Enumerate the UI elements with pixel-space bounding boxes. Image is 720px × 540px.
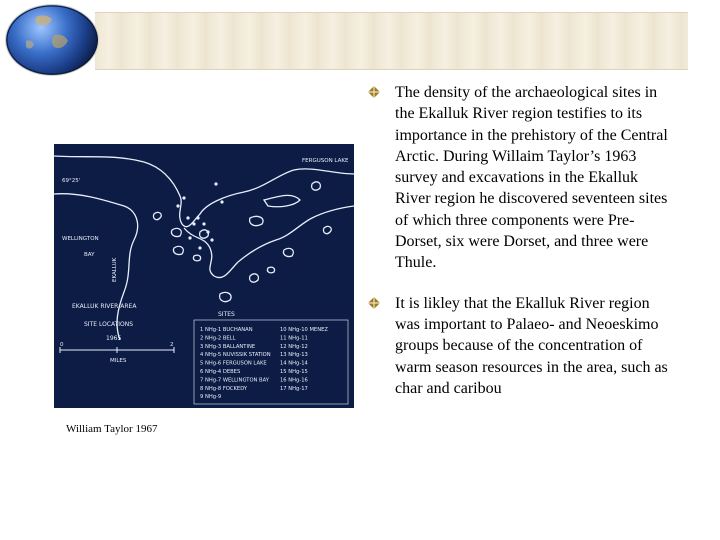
site-legend-entry: 5 NHg-6 FERGUSON LAKE (200, 360, 267, 367)
site-legend-entry: 7 NHg-7 WELLINGTON BAY (200, 377, 269, 384)
year-label: 1965 (106, 335, 122, 342)
ferguson-lake-label: FERGUSON LAKE (302, 158, 349, 164)
scale-two-label: 2 (170, 342, 174, 348)
ekalluk-label: EKALLUK (112, 257, 118, 282)
site-legend-entry: 16 NHg-16 (280, 377, 308, 384)
site-legend-entry: 13 NHg-13 (280, 352, 308, 359)
wellington-label: WELLINGTON (62, 236, 99, 242)
diamond-bullet-icon (368, 297, 380, 309)
site-legend-entry: 17 NHg-17 (280, 385, 308, 392)
site-legend-entry: 8 NHg-8 FOCKEDY (200, 385, 248, 392)
site-locations-label: SITE LOCATIONS (84, 321, 134, 328)
globe-icon (6, 5, 98, 75)
area-title: EKALLUK RIVER AREA (72, 303, 137, 310)
map-caption: William Taylor 1967 (66, 423, 158, 435)
site-legend-entry: 6 NHg-4 DEBES (200, 369, 241, 375)
bay-label: BAY (84, 252, 95, 258)
bullet-list (368, 82, 668, 399)
site-legend-entry: 4 NHg-5 NUVISSIK STATION (200, 352, 271, 359)
site-legend-entry: 2 NHg-2 BELL (200, 335, 236, 342)
scale-bar (60, 347, 174, 353)
bullet-item (368, 293, 668, 399)
site-legend-entry: 14 NHg-14 (280, 360, 308, 367)
scale-miles-label: MILES (110, 358, 127, 364)
diamond-bullet-icon (368, 86, 380, 98)
site-legend-entry: 10 NHg-10 MENEZ (280, 327, 328, 333)
site-legend-entry: 15 NHg-15 (280, 369, 308, 375)
site-legend-entry: 1 NHg-1 BUCHANAN (200, 327, 253, 333)
scale-zero-label: 0 (60, 342, 64, 348)
site-legend-entry: 12 NHg-12 (280, 343, 308, 350)
site-legend-entry: 3 NHg-3 BALLANTINE (200, 343, 256, 350)
bullet-text: It is likley that the Ekalluk River region was important to Palaeo- and Neoeskimo groups because of the concentration of warm season resources in the area, such as char and caribou (395, 294, 668, 397)
sites-header: SITES (218, 311, 235, 318)
latitude-label: 69°25' (62, 178, 81, 184)
bullet-item (368, 82, 668, 274)
site-legend-entry: 11 NHg-11 (280, 335, 308, 342)
header-map-banner (95, 12, 688, 70)
site-legend-entry: 9 NHg-9 (200, 394, 222, 401)
bullet-text: The density of the archaeological sites in the Ekalluk River region testifies to its importance in the prehistory of the Central Arctic. During Willaim Taylor’s 1963 survey and excavations in the Ekalluk River region he discovered seventeen sites of which three components were Pre-Dorset, six were Dorset, and three were Thule. (395, 84, 668, 272)
site-location-map (54, 144, 354, 408)
